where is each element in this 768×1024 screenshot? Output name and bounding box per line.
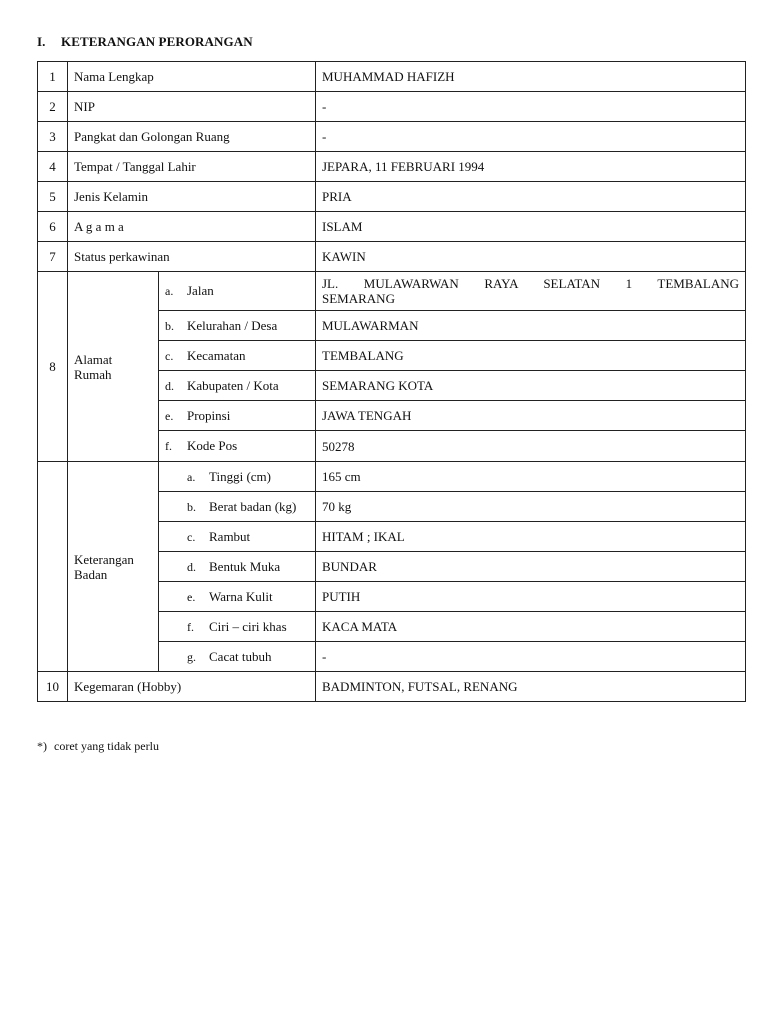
section-heading	[37, 34, 253, 50]
sub-label	[159, 462, 316, 492]
row-value: TEMBALANG	[316, 341, 746, 371]
body-group-label	[68, 462, 159, 672]
row-label: Kegemaran (Hobby)	[68, 672, 316, 702]
row-value: 50278	[316, 431, 746, 462]
row-value: -	[316, 122, 746, 152]
row-label: NIP	[68, 92, 316, 122]
personal-info-table	[37, 61, 746, 702]
row-number: 5	[38, 182, 68, 212]
table-row	[38, 182, 746, 212]
footnote-mark: *)	[37, 739, 47, 753]
table-row	[38, 672, 746, 702]
row-label: A g a m a	[68, 212, 316, 242]
sub-label-text: Cacat tubuh	[209, 648, 272, 664]
sub-label	[159, 642, 316, 672]
sub-letter: a.	[187, 469, 196, 484]
sub-label	[159, 311, 316, 341]
row-value: KACA MATA	[316, 612, 746, 642]
row-value	[316, 272, 746, 311]
sub-letter: e.	[165, 408, 174, 423]
sub-label	[159, 401, 316, 431]
row-value: HITAM ; IKAL	[316, 522, 746, 552]
table-row	[38, 92, 746, 122]
sub-label-text: Bentuk Muka	[209, 558, 281, 574]
street-line2: SEMARANG	[322, 291, 395, 306]
row-value: PRIA	[316, 182, 746, 212]
row-number: 8	[38, 272, 68, 462]
sub-label	[159, 552, 316, 582]
street-line1: JL. MULAWARWAN RAYA SELATAN 1 TEMBALANG	[322, 276, 739, 291]
body-label-line1: Keterangan	[74, 552, 134, 567]
table-row	[38, 272, 746, 311]
row-value: SEMARANG KOTA	[316, 371, 746, 401]
sub-letter: d.	[187, 559, 196, 574]
row-number: 7	[38, 242, 68, 272]
row-number: 1	[38, 62, 68, 92]
row-value: 70 kg	[316, 492, 746, 522]
row-number: 4	[38, 152, 68, 182]
table-row	[38, 122, 746, 152]
row-value: KAWIN	[316, 242, 746, 272]
row-label: Status perkawinan	[68, 242, 316, 272]
table-row	[38, 242, 746, 272]
row-value: BUNDAR	[316, 552, 746, 582]
sub-label	[159, 341, 316, 371]
sub-label	[159, 492, 316, 522]
row-value: BADMINTON, FUTSAL, RENANG	[316, 672, 746, 702]
sub-label-text: Kode Pos	[187, 438, 238, 453]
sub-label-text: Tinggi (cm)	[209, 468, 271, 484]
row-number: 6	[38, 212, 68, 242]
row-value: 165 cm	[316, 462, 746, 492]
row-value: -	[316, 642, 746, 672]
sub-letter: g.	[187, 649, 196, 664]
row-number	[38, 462, 68, 672]
sub-label-text: Warna Kulit	[209, 588, 273, 604]
sub-label-text: Kabupaten / Kota	[187, 377, 279, 393]
sub-letter: c.	[187, 529, 196, 544]
sub-label-text: Rambut	[209, 528, 251, 544]
sub-letter: b.	[165, 318, 174, 333]
sub-letter: f.	[165, 439, 172, 453]
sub-letter: d.	[165, 378, 174, 393]
section-number: I.	[37, 34, 46, 49]
sub-letter: b.	[187, 499, 196, 514]
sub-letter: c.	[165, 348, 174, 363]
row-value: PUTIH	[316, 582, 746, 612]
sub-letter: f.	[187, 619, 194, 634]
table-row	[38, 62, 746, 92]
row-value: MUHAMMAD HAFIZH	[316, 62, 746, 92]
row-number: 3	[38, 122, 68, 152]
footnote	[37, 739, 159, 754]
table-row	[38, 462, 746, 492]
row-label: Pangkat dan Golongan Ruang	[68, 122, 316, 152]
row-value: ISLAM	[316, 212, 746, 242]
row-label: Nama Lengkap	[68, 62, 316, 92]
sub-label	[159, 371, 316, 401]
sub-label-text: Kelurahan / Desa	[187, 317, 278, 333]
sub-label-text: Jalan	[187, 283, 214, 298]
row-value: JAWA TENGAH	[316, 401, 746, 431]
row-number: 10	[38, 672, 68, 702]
footnote-text: coret yang tidak perlu	[54, 739, 159, 753]
address-group-label	[68, 272, 159, 462]
sub-label-text: Berat badan (kg)	[209, 498, 297, 514]
sub-letter: e.	[187, 589, 196, 604]
section-title: KETERANGAN PERORANGAN	[61, 34, 253, 49]
sub-letter: a.	[165, 284, 174, 298]
row-number: 2	[38, 92, 68, 122]
sub-label	[159, 522, 316, 552]
table-row	[38, 152, 746, 182]
row-value: JEPARA, 11 FEBRUARI 1994	[316, 152, 746, 182]
sub-label-text: Ciri – ciri khas	[209, 618, 287, 634]
sub-label	[159, 431, 316, 462]
sub-label-text: Kecamatan	[187, 347, 246, 363]
table-row	[38, 212, 746, 242]
body-label-line2: Badan	[74, 567, 108, 582]
sub-label	[159, 582, 316, 612]
address-label-line1: Alamat	[74, 351, 113, 367]
row-label: Tempat / Tanggal Lahir	[68, 152, 316, 182]
address-label-line2: Rumah	[74, 366, 112, 382]
sub-label-text: Propinsi	[187, 407, 231, 423]
row-value: MULAWARMAN	[316, 311, 746, 341]
sub-label	[159, 272, 316, 311]
row-value: -	[316, 92, 746, 122]
sub-label	[159, 612, 316, 642]
row-label: Jenis Kelamin	[68, 182, 316, 212]
